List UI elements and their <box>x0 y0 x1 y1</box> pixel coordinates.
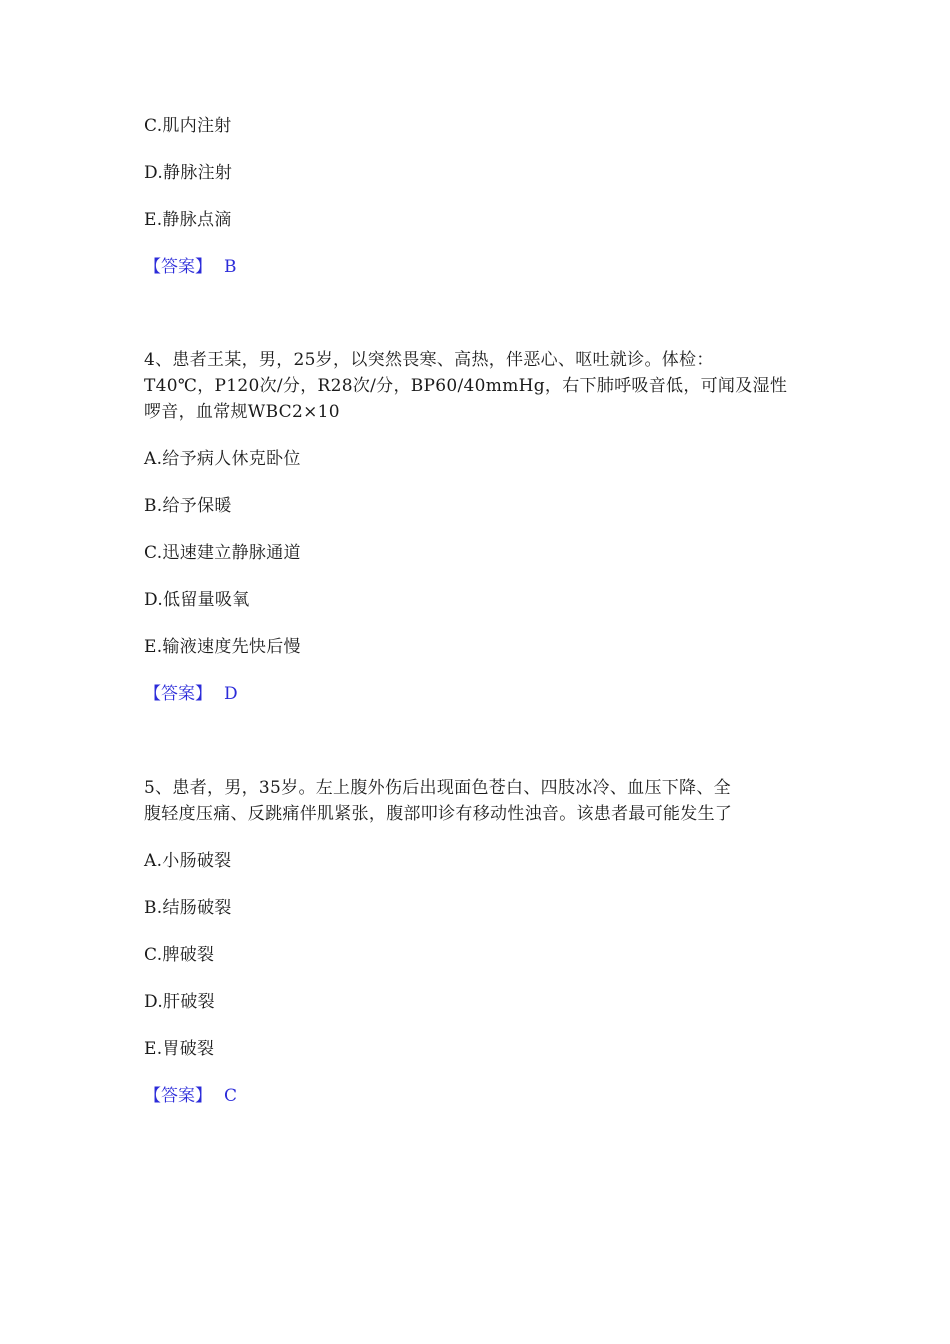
q3-option-e: E.静脉点滴 <box>144 210 232 230</box>
q5-option-c: C.脾破裂 <box>144 945 215 965</box>
q3-option-c: C.肌内注射 <box>144 116 232 136</box>
answer-label: 【答案】 <box>144 257 212 277</box>
q5-option-d: D.肝破裂 <box>144 992 215 1012</box>
answer-value: C <box>224 1086 238 1106</box>
q5-stem-line-2: 腹轻度压痛、反跳痛伴肌紧张，腹部叩诊有移动性浊音。该患者最可能发生了 <box>144 804 733 824</box>
q4-option-d: D.低留量吸氧 <box>144 590 250 610</box>
q3-answer <box>144 254 237 280</box>
q5-option-a: A.小肠破裂 <box>144 851 232 871</box>
answer-value: D <box>224 684 238 704</box>
answer-label: 【答案】 <box>144 1086 212 1106</box>
q4-stem-line-3: 啰音，血常规WBC2×10 <box>144 402 340 422</box>
q4-stem-line-1: 4、患者王某，男，25岁，以突然畏寒、高热，伴恶心、呕吐就诊。体检： <box>144 350 714 370</box>
q4-stem-line-2: T40℃，P120次/分，R28次/分，BP60/40mmHg，右下肺呼吸音低，可闻及湿性 <box>144 376 788 396</box>
q4-answer <box>144 681 238 707</box>
q5-option-e: E.胃破裂 <box>144 1039 215 1059</box>
answer-value: B <box>224 257 237 277</box>
q4-option-c: C.迅速建立静脉通道 <box>144 543 301 563</box>
q5-answer <box>144 1083 237 1109</box>
q4-option-b: B.给予保暖 <box>144 496 232 516</box>
q3-option-d: D.静脉注射 <box>144 163 233 183</box>
q5-stem-line-1: 5、患者，男，35岁。左上腹外伤后出现面色苍白、四肢冰冷、血压下降、全 <box>144 778 731 798</box>
q5-option-b: B.结肠破裂 <box>144 898 232 918</box>
q4-option-e: E.输液速度先快后慢 <box>144 637 301 657</box>
answer-label: 【答案】 <box>144 684 212 704</box>
q4-option-a: A.给予病人休克卧位 <box>144 449 301 469</box>
